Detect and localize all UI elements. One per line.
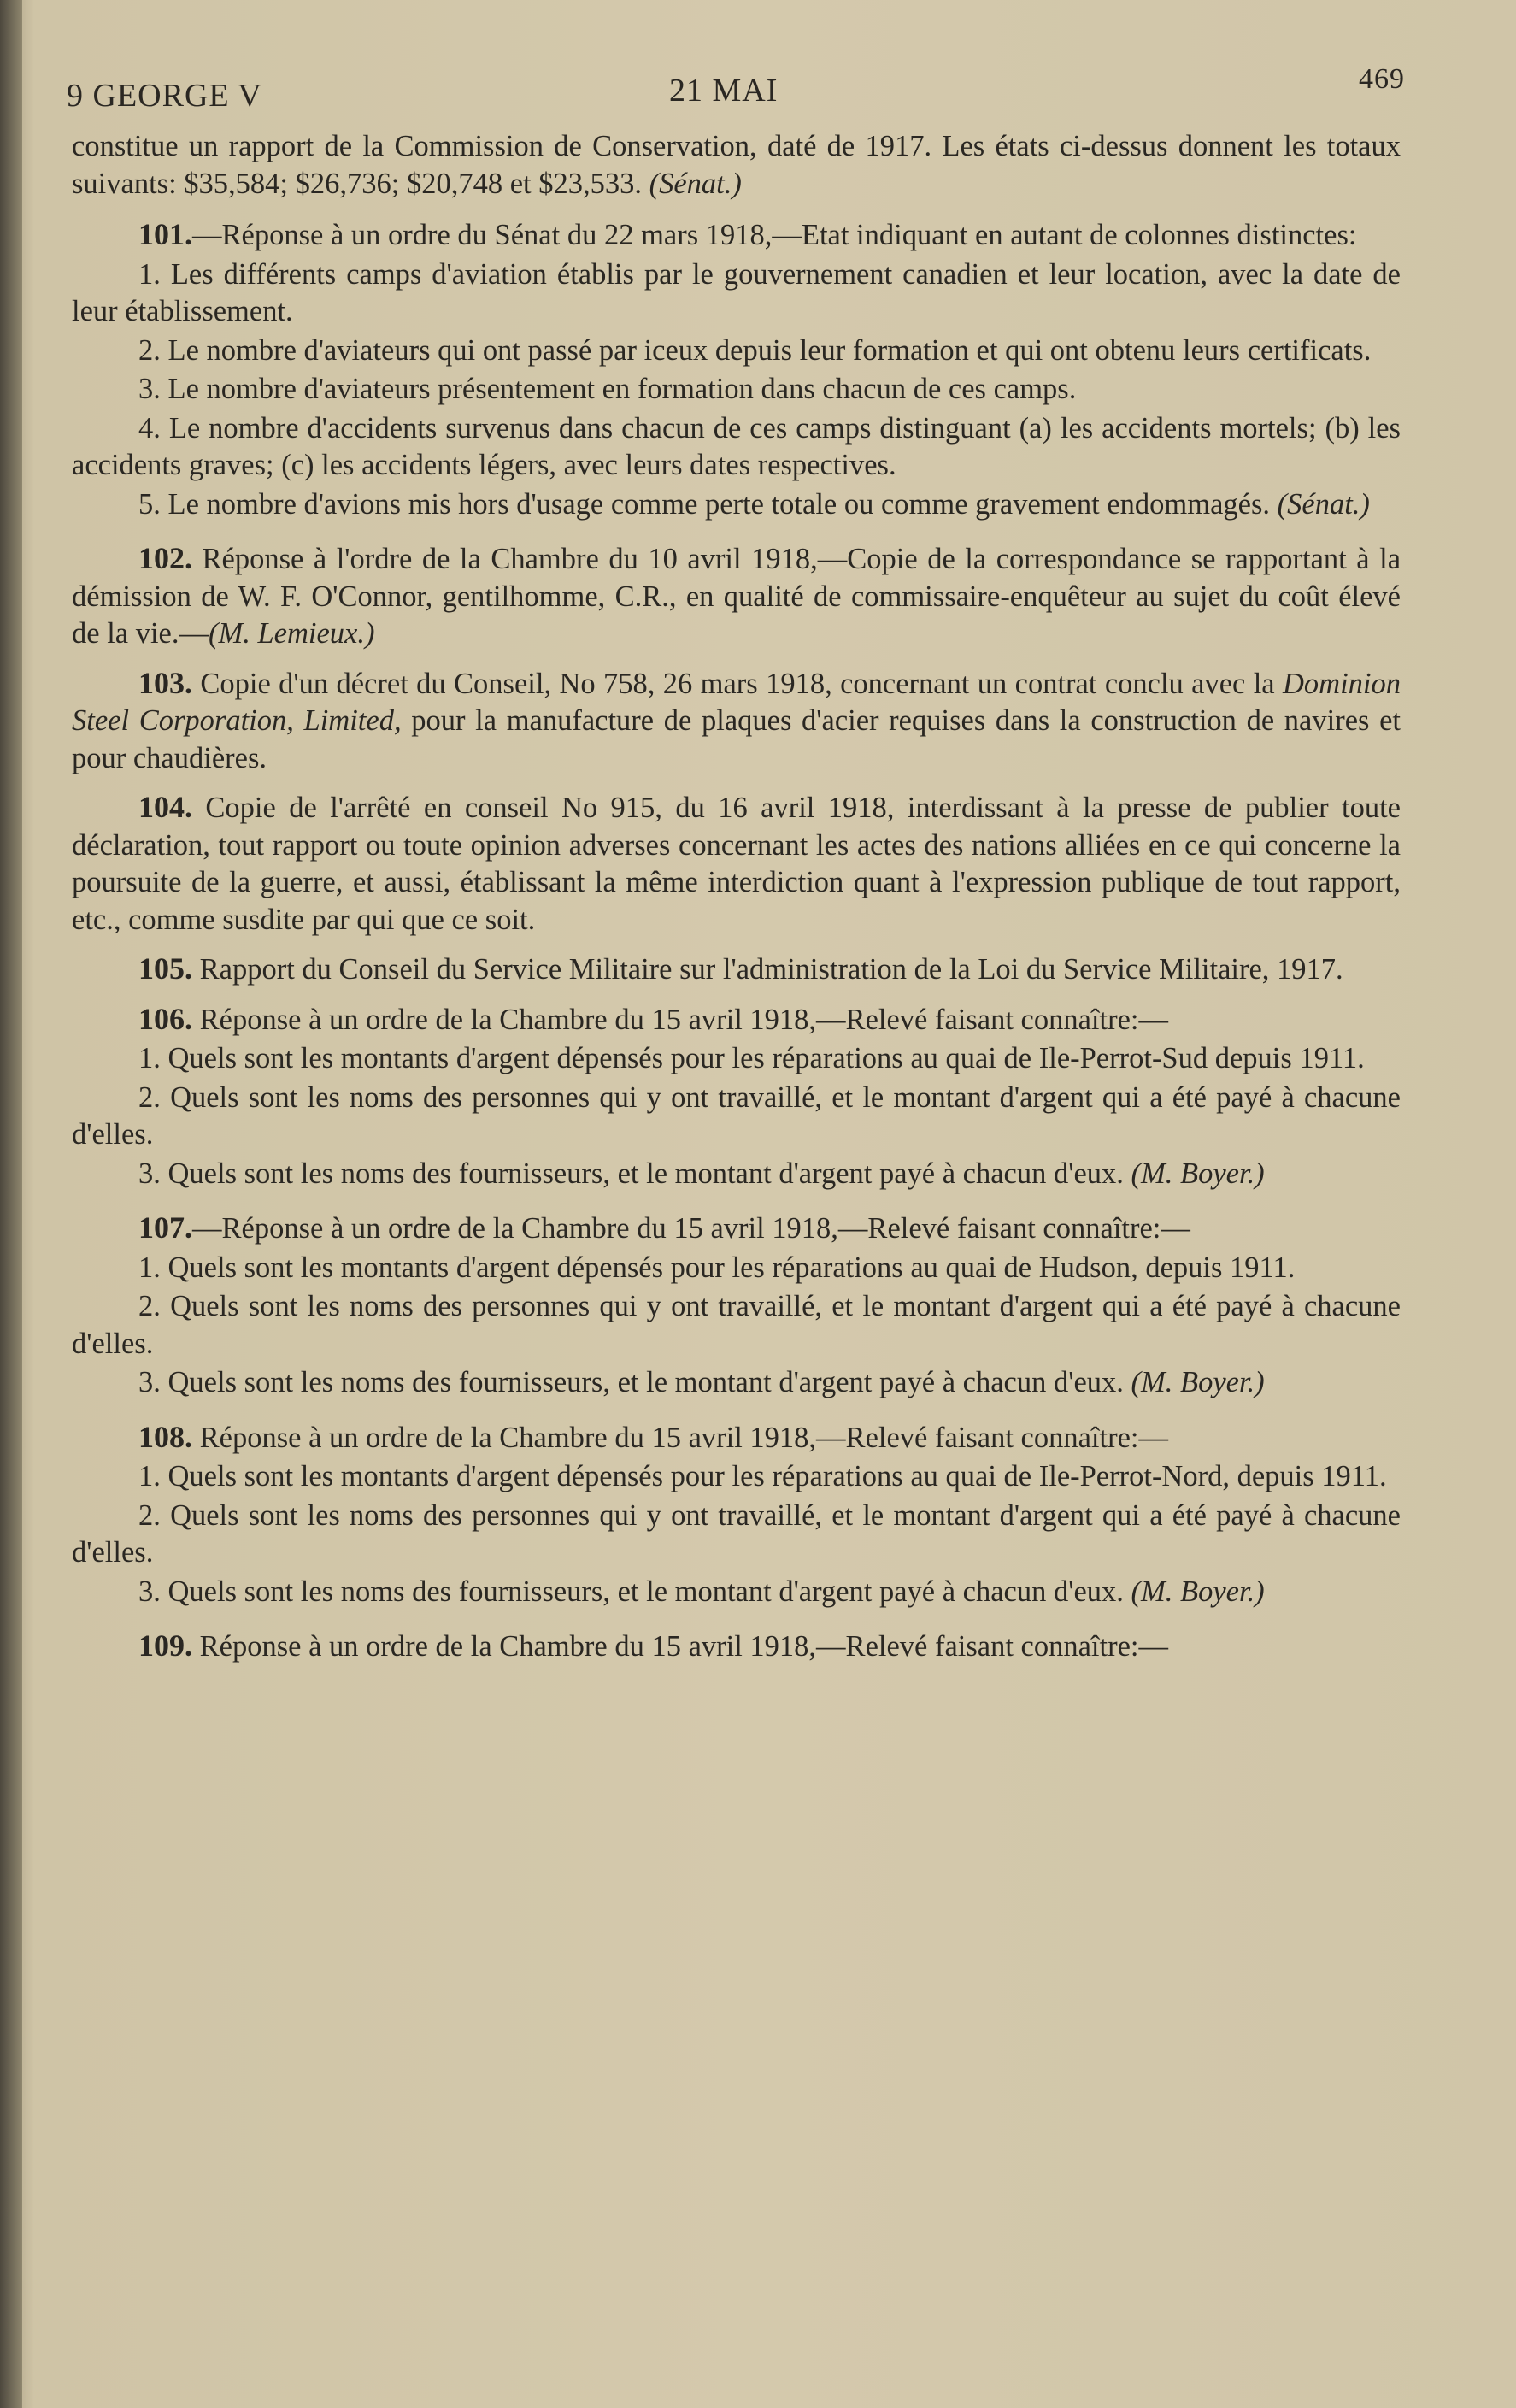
sub-item: 3. Le nombre d'aviateurs présentement en formation dans chacun de ces camps. (138, 373, 1077, 405)
sub-item-text: 3. Quels sont les noms des fournisseurs, et le montant d'argent payé à chacun d'eux. (138, 1575, 1124, 1608)
sub-item: 4. Le nombre d'accidents survenus dans chacun de ces camps distinguant (a) les accidents mortels; (b) les accidents graves; (c) les accidents légers, avec leurs dates respectives. (72, 411, 1401, 481)
entry-106 (72, 1001, 1401, 1039)
entry-text-b: pour la manufacture de plaques d'acier requises dans la construction de navires et pour chaudières. (72, 704, 1401, 774)
entry-text: Réponse à l'ordre de la Chambre du 10 avril 1918,—Copie de la correspondance se rapportant à la démission de W. F. O'Connor, gentilhomme, C.R., en qualité de commissaire-enquêteur au sujet du coût élevé de la vie.— (72, 543, 1401, 650)
sub-item: 2. Quels sont les noms des personnes qui y ont travaillé, et le montant d'argent qui a été payé à chacune d'elles. (72, 1080, 1401, 1151)
entry-text: —Réponse à un ordre du Sénat du 22 mars 1918,—Etat indiquant en autant de colonnes distinctes: (192, 219, 1357, 251)
entry-104 (72, 789, 1401, 939)
sub-item: 1. Quels sont les montants d'argent dépensés pour les réparations au quai de Ile-Perrot-Sud depuis 1911. (138, 1042, 1365, 1074)
intro-source: (Sénat.) (649, 167, 742, 200)
entry-source: (M. Boyer.) (1131, 1575, 1265, 1608)
page-number: 469 (1359, 63, 1405, 95)
entry-108 (72, 1419, 1401, 1457)
sub-item: 1. Quels sont les montants d'argent dépensés pour les réparations au quai de Ile-Perrot-Nord, depuis 1911. (138, 1460, 1387, 1492)
sub-item: 2. Quels sont les noms des personnes qui y ont travaillé, et le montant d'argent qui a été payé à chacune d'elles. (72, 1498, 1401, 1569)
entry-number: 108. (138, 1419, 192, 1454)
intro-text: constitue un rapport de la Commission de Conservation, daté de 1917. Les états ci-dessus donnent les totaux suivants: $35,584; $26,736; $20,748 et $23,533. (72, 130, 1401, 200)
sub-item-last (72, 1156, 1401, 1193)
entry-number: 106. (138, 1001, 192, 1036)
sub-item-last (72, 1364, 1401, 1402)
entry-number: 101. (138, 217, 192, 251)
header-volume: 9 GEORGE V (67, 78, 262, 114)
sub-item: 2. Quels sont les noms des personnes qui y ont travaillé, et le montant d'argent qui a été payé à chacune d'elles. (72, 1290, 1401, 1360)
entry-source: (M. Boyer.) (1131, 1366, 1265, 1398)
entry-103 (72, 665, 1401, 778)
entry-number: 104. (138, 790, 192, 824)
entry-102 (72, 540, 1401, 653)
entry-text: Réponse à un ordre de la Chambre du 15 avril 1918,—Relevé faisant connaître:— (199, 1003, 1168, 1036)
entry-text: Copie de l'arrêté en conseil No 915, du 16 avril 1918, interdissant à la presse de publier toute déclaration, tout rapport ou toute opinion adverses concernant les actes des nations alliées en ce qui concerne la poursuite de la guerre, et aussi, établissant la même interdiction quant à l'expression publique de tout rapport, etc., comme susdite par qui que ce soit. (72, 792, 1401, 936)
sub-item: 2. Le nombre d'aviateurs qui ont passé par iceux depuis leur formation et qui ont obtenu leurs certificats. (138, 333, 1372, 367)
entry-number: 105. (138, 951, 192, 986)
sub-item-text: 5. Le nombre d'avions mis hors d'usage comme perte totale ou comme gravement endommagés. (138, 487, 1271, 521)
entry-text-a: Copie d'un décret du Conseil, No 758, 26 mars 1918, concernant un contrat conclu avec la (200, 667, 1284, 700)
company-name: Dominion Steel Corporation, Limited, (72, 667, 1401, 737)
entry-source: (M. Boyer.) (1131, 1157, 1265, 1190)
entry-number: 103. (138, 665, 192, 700)
entry-source: (Sénat.) (1277, 487, 1370, 521)
sub-item-text: 3. Quels sont les noms des fournisseurs, et le montant d'argent payé à chacun d'eux. (138, 1366, 1124, 1398)
entry-number: 107. (138, 1210, 192, 1245)
sub-item-last (72, 1574, 1401, 1611)
sub-item: 1. Quels sont les montants d'argent dépensés pour les réparations au quai de Hudson, depuis 1911. (138, 1251, 1296, 1284)
intro-paragraph (72, 128, 1401, 203)
entry-number: 102. (138, 541, 192, 575)
entry-109 (72, 1628, 1401, 1666)
entry-text: Réponse à un ordre de la Chambre du 15 avril 1918,—Relevé faisant connaître:— (199, 1421, 1168, 1454)
entry-text: —Réponse à un ordre de la Chambre du 15 avril 1918,—Relevé faisant connaître:— (192, 1212, 1190, 1245)
entry-number: 109. (138, 1628, 192, 1663)
document-body (72, 128, 1401, 1678)
header-date: 21 MAI (669, 73, 779, 109)
book-binding-edge (0, 0, 22, 2408)
running-header (67, 63, 1405, 115)
entry-source: (M. Lemieux.) (208, 617, 375, 650)
entry-text: Rapport du Conseil du Service Militaire sur l'administration de la Loi du Service Militaire, 1917. (199, 953, 1343, 986)
sub-item-last (72, 486, 1401, 524)
entry-101 (72, 216, 1401, 255)
entry-text: Réponse à un ordre de la Chambre du 15 avril 1918,—Relevé faisant connaître:— (199, 1630, 1168, 1663)
entry-105 (72, 951, 1401, 989)
sub-item-text: 3. Quels sont les noms des fournisseurs, et le montant d'argent payé à chacun d'eux. (138, 1157, 1124, 1190)
sub-item: 1. Les différents camps d'aviation établis par le gouvernement canadien et leur location, avec la date de leur établissement. (72, 257, 1401, 327)
entry-107 (72, 1210, 1401, 1248)
